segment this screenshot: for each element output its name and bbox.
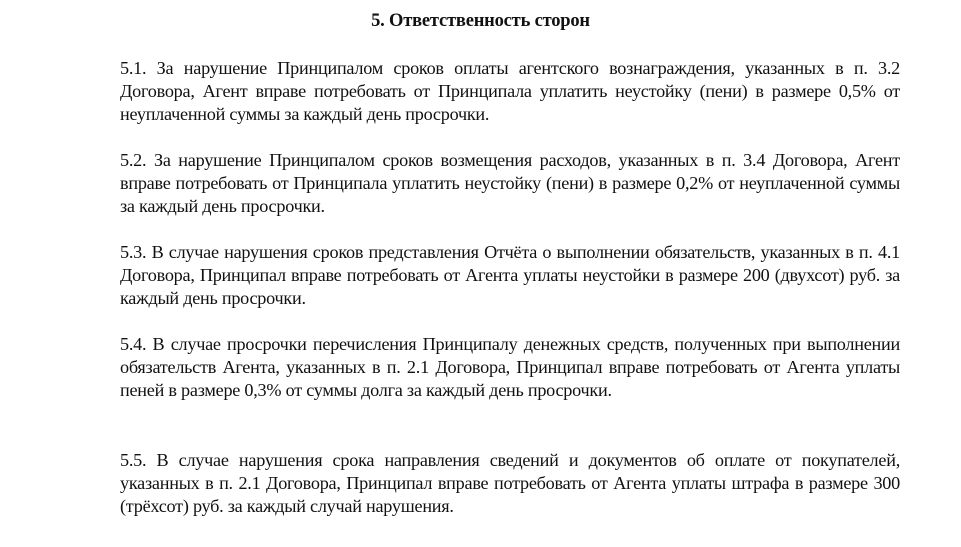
clause-5-3: 5.3. В случае нарушения сроков представления Отчёта о выполнении обязательств, указанных в п. 4.1 Договора, Принципал вправе потребовать от Агента уплаты неустойки в размере 200 (двухсот) руб. за каждый день просрочки. bbox=[120, 242, 900, 308]
clause-5-2: 5.2. За нарушение Принципалом сроков возмещения расходов, указанных в п. 3.4 Договора, Агент вправе потребовать от Принципала уплатить неустойку (пени) в размере 0,2% от неуплаченной суммы за каждый день просрочки. bbox=[120, 150, 900, 216]
clause-5-4: 5.4. В случае просрочки перечисления Принципалу денежных средств, полученных при выполнении обязательств Агента, указанных в п. 2.1 Договора, Принципал вправе потребовать от Агента уплаты пеней в размере 0,3% от суммы долга за каждый день просрочки. bbox=[120, 334, 900, 400]
section-title: 5. Ответственность сторон bbox=[371, 11, 590, 31]
clause-5-1: 5.1. За нарушение Принципалом сроков оплаты агентского вознаграждения, указанных в п. 3.2 Договора, Агент вправе потребовать от Принципала уплатить неустойку (пени) в размере 0,5% от неуплаченной суммы за каждый день просрочки. bbox=[120, 58, 900, 124]
clause-5-5: 5.5. В случае нарушения срока направления сведений и документов об оплате от покупателей, указанных в п. 2.1 Договора, Принципал вправе потребовать от Агента уплаты штрафа в размере 300 (трёхсот) руб. за каждый случай нарушения. bbox=[120, 450, 900, 516]
